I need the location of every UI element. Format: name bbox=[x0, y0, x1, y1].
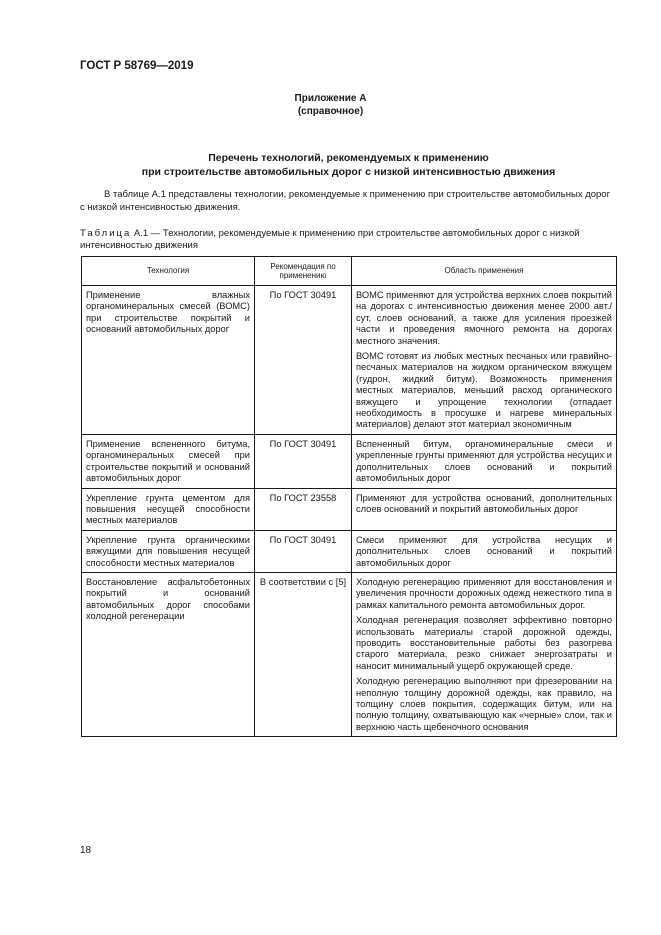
appendix-subtitle: (справочное) bbox=[297, 106, 364, 117]
application-paragraph: Применяют для устройства оснований, дополнительных слоев оснований и покрытий автомобильных дорог bbox=[356, 492, 612, 514]
recommendation-cell: По ГОСТ 30491 bbox=[255, 286, 352, 435]
recommendation-cell: По ГОСТ 30491 bbox=[255, 530, 352, 572]
technology-cell: Восстановление асфальтобетонных покрытий и оснований автомобильных дорог способами холодной регенерации bbox=[82, 572, 255, 736]
application-paragraph: Холодная регенерация позволяет эффективно повторно использовать материалы старой дорожной одежды, проводить восстановительные работы без разогрева старого материала, резко снижает энергозатраты и наносит минимальный ущерб окружающей среде. bbox=[356, 615, 612, 671]
application-area-cell bbox=[352, 434, 617, 488]
appendix-heading bbox=[0, 92, 661, 118]
application-area-cell bbox=[352, 530, 617, 572]
technology-cell: Применение вспененного битума, органоминеральных смесей при строительстве покрытий и оснований автомобильных дорог bbox=[82, 434, 255, 488]
technology-cell: Укрепление грунта цементом для повышения несущей способности местных материалов bbox=[82, 488, 255, 530]
application-paragraph: Холодную регенерацию выполняют при фрезеровании на неполную толщину дорожной одежды, как правило, на толщину слоев покрытия, содержащих битум, или на полную толщину, охватывающую как «черные» слои, так и верхнюю часть щебеночного основания bbox=[356, 676, 612, 732]
application-paragraph: Смеси применяют для устройства несущих и дополнительных слоев оснований и покрытий автомобильных дорог bbox=[356, 534, 612, 568]
application-area-cell bbox=[352, 572, 617, 736]
technologies-table bbox=[81, 256, 617, 737]
header-technology: Технология bbox=[82, 257, 255, 286]
recommendation-cell: В соответствии с [5] bbox=[255, 572, 352, 736]
recommendation-cell: По ГОСТ 30491 bbox=[255, 434, 352, 488]
intro-paragraph: В таблице А.1 представлены технологии, рекомендуемые к применению при строительстве автомобильных дорог с низкой интенсивностью движения. bbox=[80, 189, 611, 213]
section-heading-line-1: Перечень технологий, рекомендуемых к применению bbox=[208, 152, 489, 164]
table-row bbox=[82, 286, 617, 435]
application-paragraph: ВОМС готовят из любых местных песчаных или гравийно-песчаных материалов на жидком органическом вяжущем (гудрон, жидкий битум). Возможность применения местных материалов, меньший расход органического вяжущего и упрощение технологии (отпадает необходимость в просушке и нагреве минеральных материалов) делают этот материал экономичным bbox=[356, 351, 612, 430]
header-application-area: Область применения bbox=[352, 257, 617, 286]
page-number: 18 bbox=[80, 845, 92, 856]
technology-cell: Применение влажных органоминеральных смесей (ВОМС) при строительстве покрытий и оснований автомобильных дорог bbox=[82, 286, 255, 435]
application-area-cell bbox=[352, 488, 617, 530]
application-paragraph: ВОМС применяют для устройства верхних слоев покрытий на дорогах с интенсивностью движения менее 2000 авт./сут, слоев оснований, а также для усиления проезжей части и проведения ямочного ремонта на дорогах местного значения. bbox=[356, 290, 612, 346]
table-row bbox=[82, 434, 617, 488]
table-row bbox=[82, 488, 617, 530]
application-paragraph: Вспененный битум, органоминеральные смеси и укрепленные грунты применяют для устройства несущих и дополнительных слоев оснований и покрытий автомобильных дорог bbox=[356, 438, 612, 484]
table-row bbox=[82, 530, 617, 572]
document-code: ГОСТ Р 58769—2019 bbox=[80, 60, 194, 72]
appendix-title: Приложение А bbox=[294, 93, 367, 104]
recommendation-cell: По ГОСТ 23558 bbox=[255, 488, 352, 530]
table-header-row bbox=[82, 257, 617, 286]
technology-cell: Укрепление грунта органическими вяжущими для повышения несущей способности местных материалов bbox=[82, 530, 255, 572]
table-caption bbox=[80, 228, 617, 251]
application-paragraph: Холодную регенерацию применяют для восстановления и увеличения прочности дорожных одежд нежесткого типа в рамках капитального ремонта автомобильных дорог. bbox=[356, 576, 612, 610]
table-caption-text: А.1 — Технологии, рекомендуемые к применению при строительстве автомобильных дорог с низкой интенсивностью движения bbox=[80, 228, 580, 251]
section-heading bbox=[80, 152, 617, 179]
section-heading-line-2: при строительстве автомобильных дорог с низкой интенсивностью движения bbox=[141, 165, 556, 178]
application-area-cell bbox=[352, 286, 617, 435]
table-caption-label: Таблица bbox=[80, 228, 132, 239]
table-row bbox=[82, 572, 617, 736]
header-recommendation: Рекомендация по применению bbox=[255, 257, 352, 286]
